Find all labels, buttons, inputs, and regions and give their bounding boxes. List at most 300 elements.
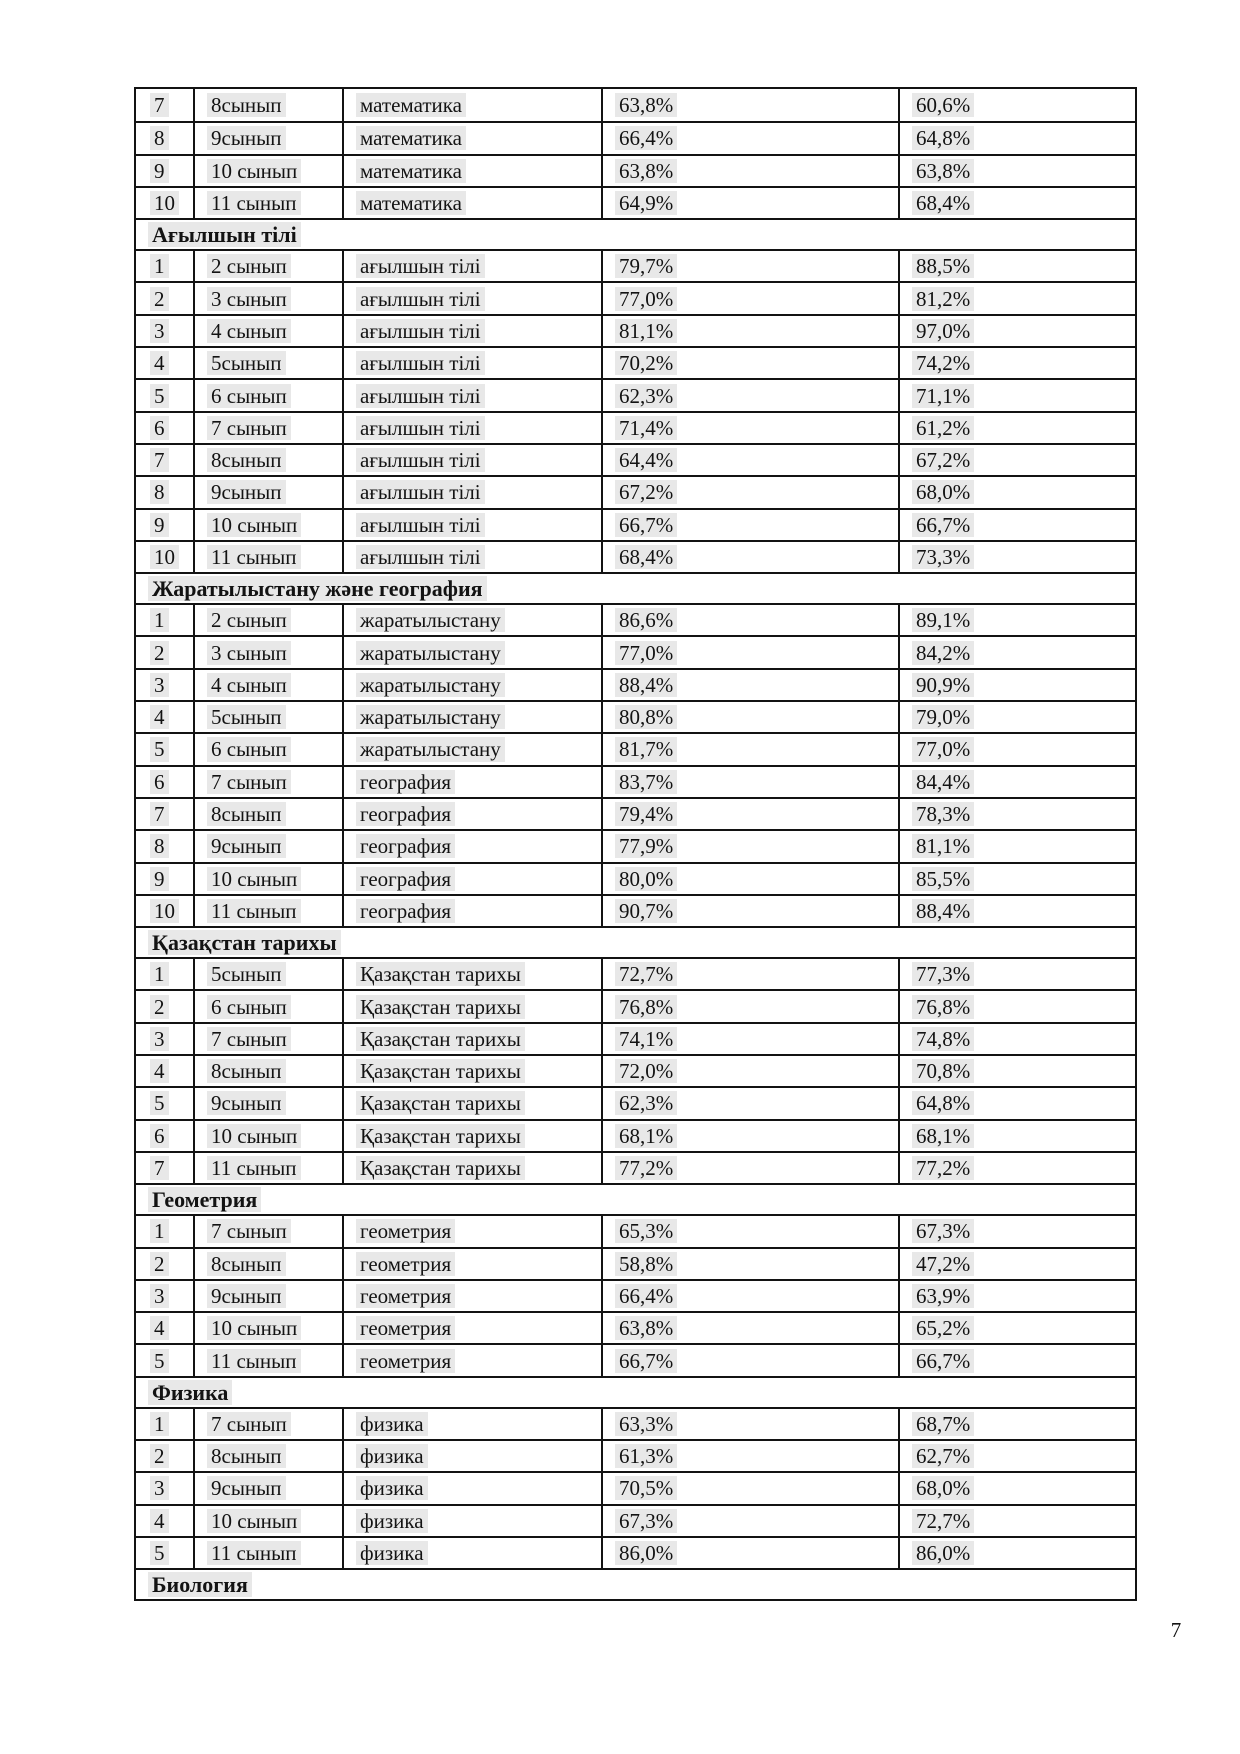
cell-text: 74,1% [615,1027,677,1051]
cell-text: 86,6% [615,608,677,632]
cell-subject [344,991,603,1021]
cell-value1 [603,1153,900,1183]
cell-text: 77,3% [912,962,974,986]
cell-text: 11 сынып [207,1349,301,1373]
cell-text: 11 сынып [207,545,301,569]
cell-num [136,605,195,635]
cell-text: 11 сынып [207,191,301,215]
cell-text: 10 [150,545,179,569]
cell-text: 5сынып [207,962,286,986]
cell-text: ағылшын тілі [356,351,485,375]
cell-text: 88,4% [615,673,677,697]
cell-num [136,1473,195,1503]
table-row [136,829,1135,861]
table-row [136,894,1135,926]
cell-num [136,799,195,829]
cell-subject [344,637,603,667]
cell-subject [344,959,603,989]
cell-text: 10 сынып [207,867,301,891]
cell-text: 9 [150,867,169,891]
cell-value2 [900,1281,1135,1311]
cell-value1 [603,1409,900,1439]
cell-text: 63,8% [912,159,974,183]
cell-text: 6 [150,1124,169,1148]
cell-num [136,1056,195,1086]
cell-text: 63,3% [615,1412,677,1436]
table-row [136,1247,1135,1279]
cell-text: 4 [150,705,169,729]
cell-text: 72,0% [615,1059,677,1083]
cell-text: 3 [150,1027,169,1051]
cell-subject [344,510,603,540]
cell-text: 88,4% [912,899,974,923]
table-row [136,1214,1135,1246]
cell-class [195,542,344,572]
cell-value2 [900,605,1135,635]
cell-subject [344,605,603,635]
cell-text: 77,2% [912,1156,974,1180]
cell-text: Қазақстан тарихы [356,1156,525,1180]
cell-class [195,348,344,378]
cell-value1 [603,959,900,989]
cell-text: 65,3% [615,1219,677,1243]
cell-num [136,1313,195,1343]
cell-value1 [603,1249,900,1279]
cell-text: 1 [150,1412,169,1436]
cell-text: 5сынып [207,705,286,729]
cell-text: 7 сынып [207,1219,291,1243]
cell-text: 68,1% [912,1124,974,1148]
cell-subject [344,767,603,797]
cell-text: 84,2% [912,641,974,665]
cell-text: 10 сынып [207,159,301,183]
table-row [136,635,1135,667]
cell-text: ағылшын тілі [356,513,485,537]
cell-text: 7 [150,448,169,472]
cell-text: 62,3% [615,384,677,408]
cell-value1 [603,1024,900,1054]
cell-text: Қазақстан тарихы [356,1124,525,1148]
cell-text: 4 [150,1059,169,1083]
cell-value2 [900,767,1135,797]
cell-value1 [603,123,900,153]
cell-text: 2 [150,1444,169,1468]
cell-value2 [900,1506,1135,1536]
cell-text: 10 сынып [207,1316,301,1340]
cell-class [195,1409,344,1439]
cell-class [195,959,344,989]
cell-text: 1 [150,608,169,632]
cell-subject [344,1313,603,1343]
cell-class [195,637,344,667]
cell-text: 7 сынып [207,770,291,794]
cell-subject [344,1281,603,1311]
cell-text: 4 [150,351,169,375]
section-header-label: Қазақстан тарихы [148,930,341,955]
cell-text: 8 [150,126,169,150]
cell-text: 3 [150,1284,169,1308]
cell-value2 [900,510,1135,540]
cell-text: 8сынып [207,1059,286,1083]
cell-text: 10 сынып [207,1124,301,1148]
cell-value2 [900,864,1135,894]
cell-class [195,445,344,475]
table-row [136,797,1135,829]
cell-text: 2 сынып [207,254,291,278]
cell-text: жаратылыстану [356,641,505,665]
cell-text: 66,7% [912,1349,974,1373]
cell-text: 62,7% [912,1444,974,1468]
section-header-label: Биология [148,1572,252,1597]
cell-value1 [603,283,900,313]
cell-subject [344,1121,603,1151]
section-header-row [136,1183,1135,1214]
cell-class [195,1088,344,1118]
cell-subject [344,542,603,572]
cell-subject [344,89,603,121]
cell-subject [344,670,603,700]
cell-text: 83,7% [615,770,677,794]
cell-subject [344,1473,603,1503]
cell-value1 [603,542,900,572]
cell-value1 [603,767,900,797]
cell-value1 [603,510,900,540]
table-row [136,154,1135,186]
cell-num [136,89,195,121]
cell-num [136,991,195,1021]
cell-text: 11 сынып [207,1541,301,1565]
table-row [136,1343,1135,1375]
cell-value2 [900,1249,1135,1279]
table-row [136,411,1135,443]
cell-class [195,1313,344,1343]
cell-value2 [900,1441,1135,1471]
cell-num [136,413,195,443]
cell-value2 [900,123,1135,153]
cell-value1 [603,251,900,281]
cell-subject [344,477,603,507]
cell-value1 [603,1088,900,1118]
table-row [136,765,1135,797]
cell-value2 [900,477,1135,507]
cell-num [136,251,195,281]
cell-num [136,1409,195,1439]
cell-subject [344,1024,603,1054]
cell-num [136,348,195,378]
cell-text: жаратылыстану [356,673,505,697]
cell-value2 [900,637,1135,667]
cell-text: жаратылыстану [356,737,505,761]
cell-text: 89,1% [912,608,974,632]
cell-text: 77,0% [615,287,677,311]
cell-text: 7 сынып [207,1412,291,1436]
cell-text: 81,7% [615,737,677,761]
cell-value2 [900,445,1135,475]
cell-num [136,734,195,764]
cell-text: 64,8% [912,1091,974,1115]
cell-subject [344,1409,603,1439]
cell-value2 [900,542,1135,572]
cell-text: 10 [150,899,179,923]
cell-class [195,1249,344,1279]
cell-text: 9сынып [207,834,286,858]
cell-text: 68,0% [912,1476,974,1500]
cell-class [195,1506,344,1536]
cell-text: 3 [150,319,169,343]
cell-text: 1 [150,962,169,986]
table-row [136,862,1135,894]
cell-class [195,1473,344,1503]
cell-text: 71,1% [912,384,974,408]
cell-text: 88,5% [912,254,974,278]
cell-class [195,734,344,764]
cell-value1 [603,702,900,732]
table-row [136,1536,1135,1568]
cell-value2 [900,1056,1135,1086]
cell-value2 [900,188,1135,218]
cell-subject [344,1249,603,1279]
cell-num [136,1506,195,1536]
cell-text: 9сынып [207,1284,286,1308]
cell-subject [344,445,603,475]
cell-text: 47,2% [912,1252,974,1276]
cell-text: 58,8% [615,1252,677,1276]
cell-text: 65,2% [912,1316,974,1340]
cell-text: 10 сынып [207,513,301,537]
cell-text: 74,8% [912,1027,974,1051]
cell-num [136,1153,195,1183]
cell-text: жаратылыстану [356,608,505,632]
cell-text: 7 [150,93,169,117]
table-row [136,957,1135,989]
cell-subject [344,702,603,732]
cell-text: 9сынып [207,480,286,504]
cell-text: 70,5% [615,1476,677,1500]
cell-class [195,991,344,1021]
cell-class [195,702,344,732]
cell-value1 [603,380,900,410]
cell-text: 61,2% [912,416,974,440]
cell-text: 8 [150,480,169,504]
section-header-row [136,218,1135,249]
cell-subject [344,896,603,926]
cell-class [195,896,344,926]
results-table [134,87,1137,1601]
cell-text: 77,9% [615,834,677,858]
cell-num [136,1216,195,1246]
cell-text: 66,7% [615,513,677,537]
cell-text: 2 сынып [207,608,291,632]
cell-value1 [603,445,900,475]
cell-text: 76,8% [912,995,974,1019]
cell-value2 [900,1216,1135,1246]
cell-value2 [900,380,1135,410]
table-row [136,475,1135,507]
cell-text: 5 [150,737,169,761]
cell-text: 11 сынып [207,899,301,923]
cell-text: 71,4% [615,416,677,440]
cell-class [195,1441,344,1471]
cell-text: 68,4% [912,191,974,215]
cell-text: 2 [150,641,169,665]
cell-text: 63,9% [912,1284,974,1308]
cell-text: 90,7% [615,899,677,923]
cell-text: 86,0% [615,1541,677,1565]
cell-value1 [603,1281,900,1311]
cell-text: 78,3% [912,802,974,826]
table-row [136,540,1135,572]
cell-class [195,799,344,829]
cell-class [195,477,344,507]
cell-text: ағылшын тілі [356,384,485,408]
cell-value1 [603,1313,900,1343]
cell-value1 [603,1216,900,1246]
cell-text: ағылшын тілі [356,287,485,311]
cell-text: Қазақстан тарихы [356,1027,525,1051]
cell-value2 [900,896,1135,926]
cell-text: математика [356,191,466,215]
table-row [136,1504,1135,1536]
cell-text: 5 [150,1541,169,1565]
cell-class [195,251,344,281]
cell-text: 77,2% [615,1156,677,1180]
cell-value2 [900,316,1135,346]
section-header-label: Ағылшын тілі [148,222,301,247]
cell-class [195,1345,344,1375]
cell-text: 10 сынып [207,1509,301,1533]
table-row [136,1471,1135,1503]
cell-subject [344,1153,603,1183]
table-row [136,1022,1135,1054]
cell-text: Қазақстан тарихы [356,995,525,1019]
cell-subject [344,188,603,218]
cell-text: 74,2% [912,351,974,375]
cell-class [195,89,344,121]
cell-value2 [900,348,1135,378]
table-row [136,249,1135,281]
cell-class [195,670,344,700]
cell-subject [344,734,603,764]
cell-text: 5 [150,384,169,408]
cell-subject [344,380,603,410]
cell-value1 [603,1441,900,1471]
cell-num [136,283,195,313]
table-row [136,314,1135,346]
cell-subject [344,799,603,829]
cell-text: 4 сынып [207,673,291,697]
cell-value2 [900,283,1135,313]
cell-value1 [603,316,900,346]
table-row [136,1311,1135,1343]
cell-value1 [603,864,900,894]
cell-class [195,1538,344,1568]
cell-num [136,767,195,797]
table-row [136,1119,1135,1151]
cell-subject [344,831,603,861]
cell-value1 [603,413,900,443]
cell-text: 8сынып [207,448,286,472]
table-row [136,989,1135,1021]
cell-text: 84,4% [912,770,974,794]
cell-value2 [900,670,1135,700]
cell-num [136,542,195,572]
cell-value2 [900,1024,1135,1054]
cell-value1 [603,1345,900,1375]
cell-text: 77,0% [615,641,677,665]
cell-value1 [603,1538,900,1568]
cell-num [136,1441,195,1471]
cell-value1 [603,991,900,1021]
cell-text: 8сынып [207,93,286,117]
cell-class [195,1153,344,1183]
cell-text: ағылшын тілі [356,480,485,504]
cell-value2 [900,251,1135,281]
cell-text: Қазақстан тарихы [356,962,525,986]
cell-text: 8 [150,834,169,858]
cell-text: география [356,867,455,891]
cell-text: математика [356,93,466,117]
table-row [136,346,1135,378]
cell-value1 [603,348,900,378]
table-row [136,1054,1135,1086]
cell-value2 [900,1088,1135,1118]
cell-num [136,1345,195,1375]
cell-value1 [603,637,900,667]
page-number: 7 [1170,1618,1182,1642]
section-header-label: Жаратылыстану және география [148,576,487,601]
cell-class [195,283,344,313]
cell-text: ағылшын тілі [356,448,485,472]
cell-text: физика [356,1509,428,1533]
cell-subject [344,1216,603,1246]
cell-class [195,413,344,443]
cell-value1 [603,1056,900,1086]
cell-text: 11 сынып [207,1156,301,1180]
section-header-label: Физика [148,1380,232,1405]
cell-text: физика [356,1412,428,1436]
cell-text: 63,8% [615,93,677,117]
cell-text: 8сынып [207,1252,286,1276]
cell-text: 81,1% [615,319,677,343]
cell-text: 9 [150,513,169,537]
cell-class [195,1121,344,1151]
table-row [136,603,1135,635]
cell-value2 [900,1313,1135,1343]
cell-text: 6 сынып [207,995,291,1019]
cell-text: геометрия [356,1284,455,1308]
table-row [136,281,1135,313]
cell-text: 7 сынып [207,416,291,440]
cell-value2 [900,991,1135,1021]
cell-text: 64,4% [615,448,677,472]
cell-text: 3 [150,1476,169,1500]
cell-text: 2 [150,1252,169,1276]
cell-value1 [603,831,900,861]
cell-text: 2 [150,995,169,1019]
cell-text: геометрия [356,1349,455,1373]
cell-text: геометрия [356,1219,455,1243]
cell-text: 4 сынып [207,319,291,343]
cell-num [136,896,195,926]
section-header-row [136,1376,1135,1407]
cell-value2 [900,734,1135,764]
cell-class [195,156,344,186]
cell-text: 67,3% [615,1509,677,1533]
cell-text: 73,3% [912,545,974,569]
cell-num [136,445,195,475]
cell-class [195,605,344,635]
cell-value1 [603,1506,900,1536]
